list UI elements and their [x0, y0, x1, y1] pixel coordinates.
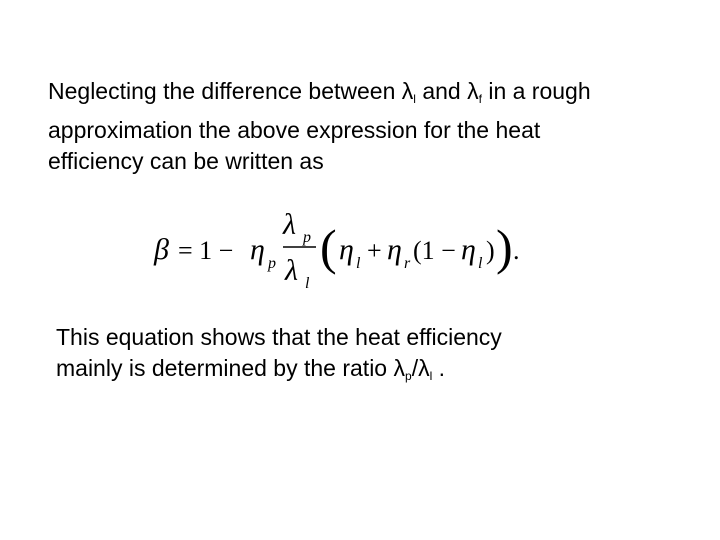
eq-eta-p: η [250, 233, 265, 266]
eq-eta-r-sub: r [404, 255, 411, 272]
conclusion-line-2: mainly is determined by the ratio $\lambda_p/\lambda_l$ . [56, 355, 446, 383]
eq-plus: + [367, 236, 382, 265]
eq-equals-one-minus: = 1 − [178, 236, 234, 265]
heat-efficiency-equation [150, 200, 540, 300]
eq-close-paren: ) [486, 236, 495, 265]
eq-eta-l-2: η [461, 233, 476, 266]
eq-lambda-l-sub: l [305, 275, 310, 292]
intro-paragraph [48, 76, 591, 177]
eq-eta-l-sub: l [356, 255, 361, 272]
intro-line-3: efficiency can be written as [48, 148, 324, 174]
eq-eta-r: η [387, 233, 402, 266]
eq-big-close-paren: ) [496, 219, 513, 275]
eq-eta-l: η [339, 233, 354, 266]
intro-line-1: Neglecting the difference between $\lambda_l$ and $\lambda_f$ in a rough [48, 78, 591, 106]
eq-lambda-p-sub: p [303, 229, 311, 246]
eq-lambda-p: λ [283, 208, 296, 241]
eq-one-minus: (1 − [413, 236, 456, 265]
conclusion-paragraph [56, 322, 502, 392]
conclusion-line-1: This equation shows that the heat efficiency [56, 324, 502, 350]
eq-lambda-l: λ [285, 254, 298, 287]
eq-big-open-paren: ( [320, 219, 337, 275]
intro-line-2: approximation the above expression for the heat [48, 117, 541, 143]
eq-eta-l-2-sub: l [478, 255, 483, 272]
eq-period: . [513, 236, 520, 265]
eq-eta-p-sub: p [268, 255, 276, 272]
eq-beta: β [154, 233, 169, 266]
